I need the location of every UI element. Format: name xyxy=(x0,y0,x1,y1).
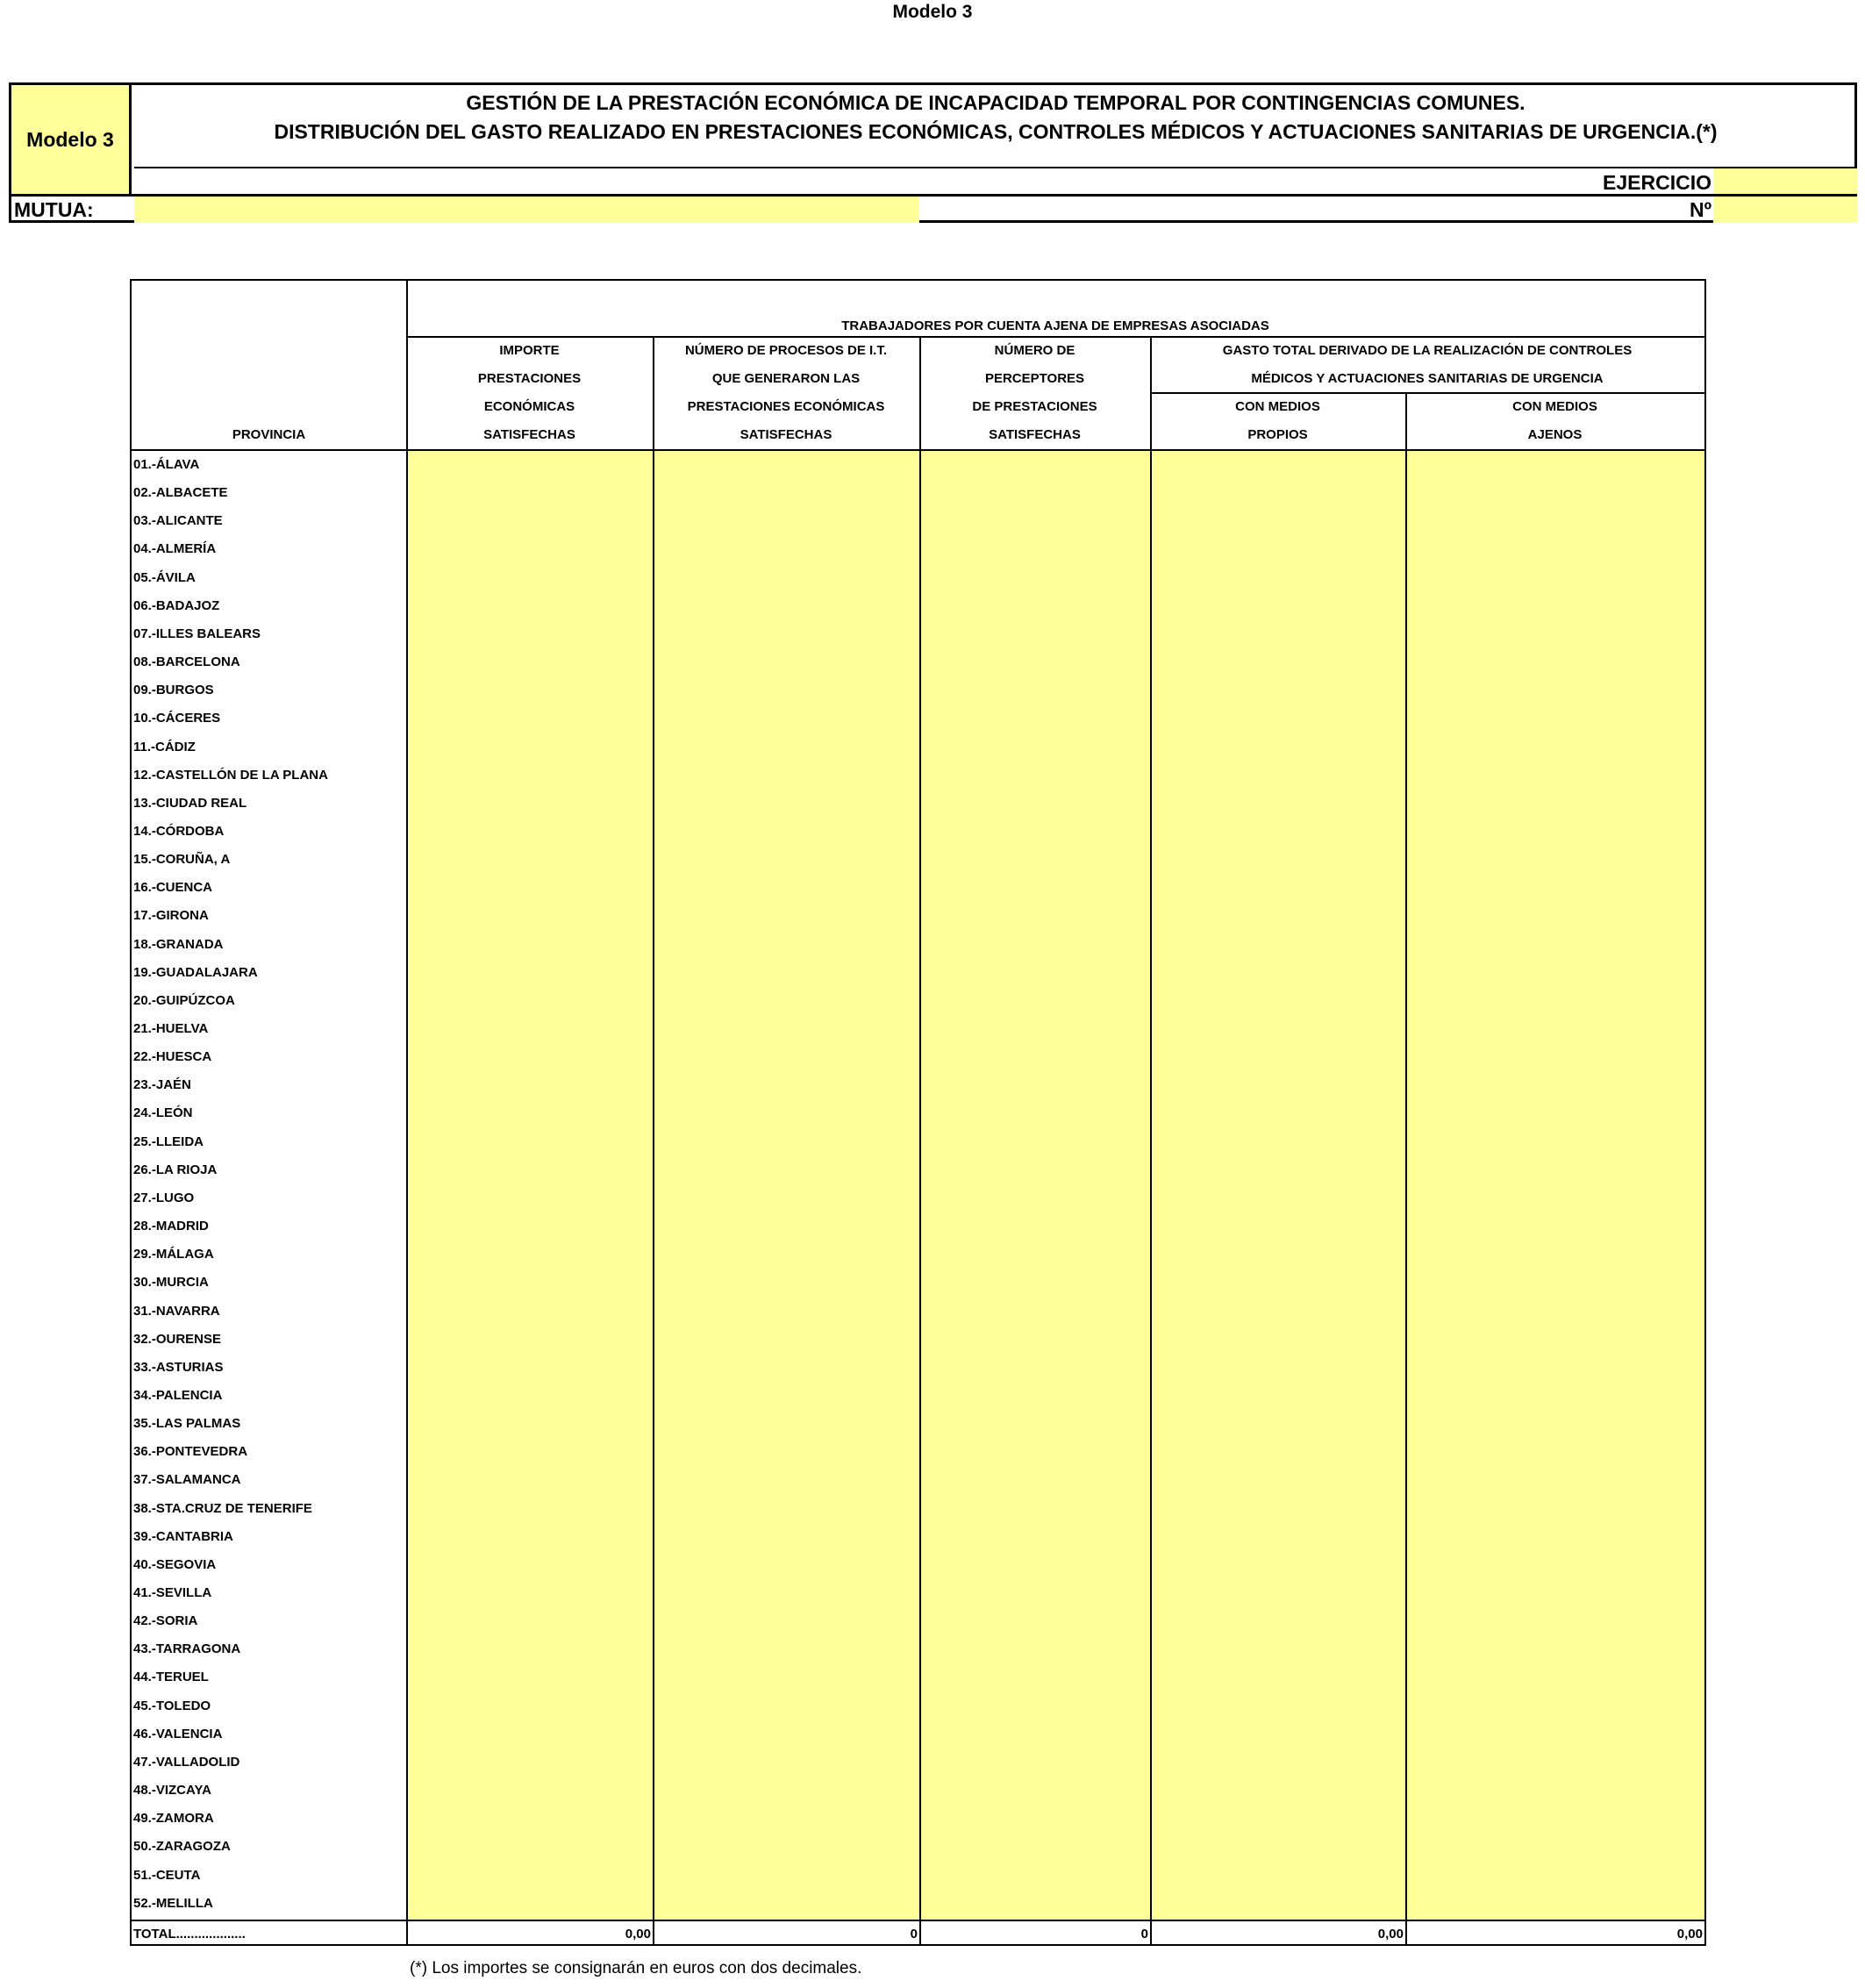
province-row-label: 18.-GRANADA xyxy=(133,936,224,952)
total-rule xyxy=(132,1920,1704,1921)
province-row-label: 10.-CÁCERES xyxy=(133,711,221,726)
province-row-label: 03.-ALICANTE xyxy=(133,513,223,529)
header-line: PRESTACIONES ECONÓMICAS xyxy=(687,399,885,414)
column-divider xyxy=(1405,393,1407,1944)
header-divider xyxy=(134,167,1857,168)
province-row-label: 31.-NAVARRA xyxy=(133,1303,220,1319)
form-title-line-2: DISTRIBUCIÓN DEL GASTO REALIZADO EN PRESTACIONES ECONÓMICAS, CONTROLES MÉDICOS Y ACTUACIONES SANITARIAS DE URGENCIA.(*) xyxy=(274,120,1718,143)
province-row-label: 30.-MURCIA xyxy=(133,1275,209,1291)
province-row-label: 36.-PONTEVEDRA xyxy=(133,1444,248,1460)
header-line: IMPORTE xyxy=(499,343,560,358)
province-row-label: 51.-CEUTA xyxy=(133,1867,201,1883)
province-row-label: 23.-JAÉN xyxy=(133,1077,191,1093)
province-row-label: 29.-MÁLAGA xyxy=(133,1247,214,1262)
total-importe: 0,00 xyxy=(625,1927,651,1942)
form-titles xyxy=(134,85,1857,167)
procesos-column-cells[interactable] xyxy=(654,451,920,1921)
gasto-group-header xyxy=(1150,337,1704,393)
ejercicio-label: EJERCICIO xyxy=(1603,171,1711,194)
province-row-label: 08.-BARCELONA xyxy=(133,654,240,670)
perceptores-header xyxy=(919,337,1150,449)
province-row-label: 43.-TARRAGONA xyxy=(133,1641,241,1657)
header-line: PERCEPTORES xyxy=(984,371,1085,386)
province-row-label: 06.-BADAJOZ xyxy=(133,597,220,613)
province-row-label: 35.-LAS PALMAS xyxy=(133,1416,241,1432)
footnote: (*) Los importes se consignarán en euros con dos decimales. xyxy=(410,1959,862,1977)
total-label: TOTAL................... xyxy=(133,1927,246,1942)
ajenos-header xyxy=(1405,393,1704,449)
mutua-field[interactable] xyxy=(134,197,919,223)
form-header xyxy=(9,82,1857,223)
procesos-header xyxy=(653,337,919,449)
province-row-label: 49.-ZAMORA xyxy=(133,1811,214,1827)
province-row-label: 20.-GUIPÚZCOA xyxy=(133,992,235,1008)
province-row-label: 25.-LLEIDA xyxy=(133,1133,204,1149)
province-table xyxy=(130,279,1706,1946)
header-line: SATISFECHAS xyxy=(740,427,832,442)
header-line: QUE GENERARON LAS xyxy=(711,371,861,386)
propios-header xyxy=(1150,393,1405,449)
province-row-label: 33.-ASTURIAS xyxy=(133,1359,224,1375)
province-row-label: 44.-TERUEL xyxy=(133,1670,209,1685)
header-line: NÚMERO DE PROCESOS DE I.T. xyxy=(684,343,888,358)
province-row-label: 27.-LUGO xyxy=(133,1190,195,1205)
province-row-label: 07.-ILLES BALEARS xyxy=(133,626,261,641)
province-row-label: 47.-VALLADOLID xyxy=(133,1754,240,1770)
ejercicio-field[interactable] xyxy=(1713,168,1857,194)
province-row-label: 22.-HUESCA xyxy=(133,1049,212,1065)
province-row-label: 50.-ZARAGOZA xyxy=(133,1839,231,1855)
document-title: Modelo 3 xyxy=(892,2,973,22)
province-row-label: 41.-SEVILLA xyxy=(133,1585,212,1600)
provincia-header: PROVINCIA xyxy=(232,427,306,442)
total-procesos: 0 xyxy=(910,1927,918,1942)
province-row-label: 01.-ÁLAVA xyxy=(133,457,200,472)
province-row-label: 05.-ÁVILA xyxy=(133,569,196,585)
group-header: TRABAJADORES POR CUENTA AJENA DE EMPRESAS ASOCIADAS xyxy=(841,318,1269,333)
province-row-label: 13.-CIUDAD REAL xyxy=(133,795,247,811)
propios-column-cells[interactable] xyxy=(1152,451,1406,1921)
header-line: MÉDICOS Y ACTUACIONES SANITARIAS DE URGENCIA xyxy=(1251,371,1604,386)
header-line: PRESTACIONES xyxy=(477,371,582,386)
header-line: SATISFECHAS xyxy=(989,427,1081,442)
province-row-label: 21.-HUELVA xyxy=(133,1021,209,1036)
province-row-label: 42.-SORIA xyxy=(133,1613,198,1629)
province-row-label: 16.-CUENCA xyxy=(133,880,213,896)
province-row-label: 04.-ALMERÍA xyxy=(133,541,217,557)
province-row-label: 28.-MADRID xyxy=(133,1219,209,1234)
header-line: NÚMERO DE xyxy=(994,343,1075,358)
province-row-label: 26.-LA RIOJA xyxy=(133,1162,218,1177)
province-row-label: 09.-BURGOS xyxy=(133,683,214,698)
model-label: Modelo 3 xyxy=(11,85,132,194)
province-row-label: 34.-PALENCIA xyxy=(133,1387,223,1403)
perceptores-column-cells[interactable] xyxy=(921,451,1151,1921)
province-row-label: 46.-VALENCIA xyxy=(133,1726,223,1741)
province-row-label: 40.-SEGOVIA xyxy=(133,1556,217,1572)
ajenos-column-cells[interactable] xyxy=(1407,451,1704,1921)
province-row-label: 15.-CORUÑA, A xyxy=(133,852,231,868)
column-divider xyxy=(1150,337,1152,1944)
province-row-label: 32.-OURENSE xyxy=(133,1331,222,1347)
mutua-label: MUTUA: xyxy=(14,198,94,221)
header-line: ECONÓMICAS xyxy=(483,399,575,414)
importe-header xyxy=(406,337,653,449)
province-row-label: 14.-CÓRDOBA xyxy=(133,823,225,839)
province-row-label: 17.-GIRONA xyxy=(133,908,209,924)
province-row-label: 39.-CANTABRIA xyxy=(133,1528,233,1544)
column-divider xyxy=(653,337,654,1944)
province-row-label: 45.-TOLEDO xyxy=(133,1698,211,1713)
form-title-line-1: GESTIÓN DE LA PRESTACIÓN ECONÓMICA DE INCAPACIDAD TEMPORAL POR CONTINGENCIAS COMUNES. xyxy=(466,91,1526,114)
total-ajenos: 0,00 xyxy=(1676,1927,1703,1942)
province-row-label: 02.-ALBACETE xyxy=(133,485,228,501)
numero-label: Nº xyxy=(1689,198,1711,221)
province-row-label: 11.-CÁDIZ xyxy=(133,739,196,754)
header-line: PROPIOS xyxy=(1247,427,1308,442)
header-rule xyxy=(132,449,1704,451)
province-row-label: 48.-VIZCAYA xyxy=(133,1783,211,1798)
header-line: DE PRESTACIONES xyxy=(972,399,1097,414)
header-line: CON MEDIOS xyxy=(1512,399,1597,414)
column-divider xyxy=(406,281,408,1944)
province-row-label: 38.-STA.CRUZ DE TENERIFE xyxy=(133,1500,312,1516)
province-row-label: 12.-CASTELLÓN DE LA PLANA xyxy=(133,767,328,783)
province-row-label: 24.-LEÓN xyxy=(133,1105,193,1121)
header-line: SATISFECHAS xyxy=(483,427,575,442)
total-propios: 0,00 xyxy=(1377,1927,1404,1942)
province-row-label: 37.-SALAMANCA xyxy=(133,1472,241,1488)
numero-field[interactable] xyxy=(1713,197,1857,223)
province-row-label: 52.-MELILLA xyxy=(133,1895,213,1911)
header-line: AJENOS xyxy=(1527,427,1583,442)
header-line: GASTO TOTAL DERIVADO DE LA REALIZACIÓN DE CONTROLES xyxy=(1222,343,1633,358)
total-perceptores: 0 xyxy=(1140,1927,1148,1942)
header-line: CON MEDIOS xyxy=(1235,399,1320,414)
column-divider xyxy=(919,337,921,1944)
importe-column-cells[interactable] xyxy=(408,451,654,1921)
province-row-label: 19.-GUADALAJARA xyxy=(133,964,258,980)
